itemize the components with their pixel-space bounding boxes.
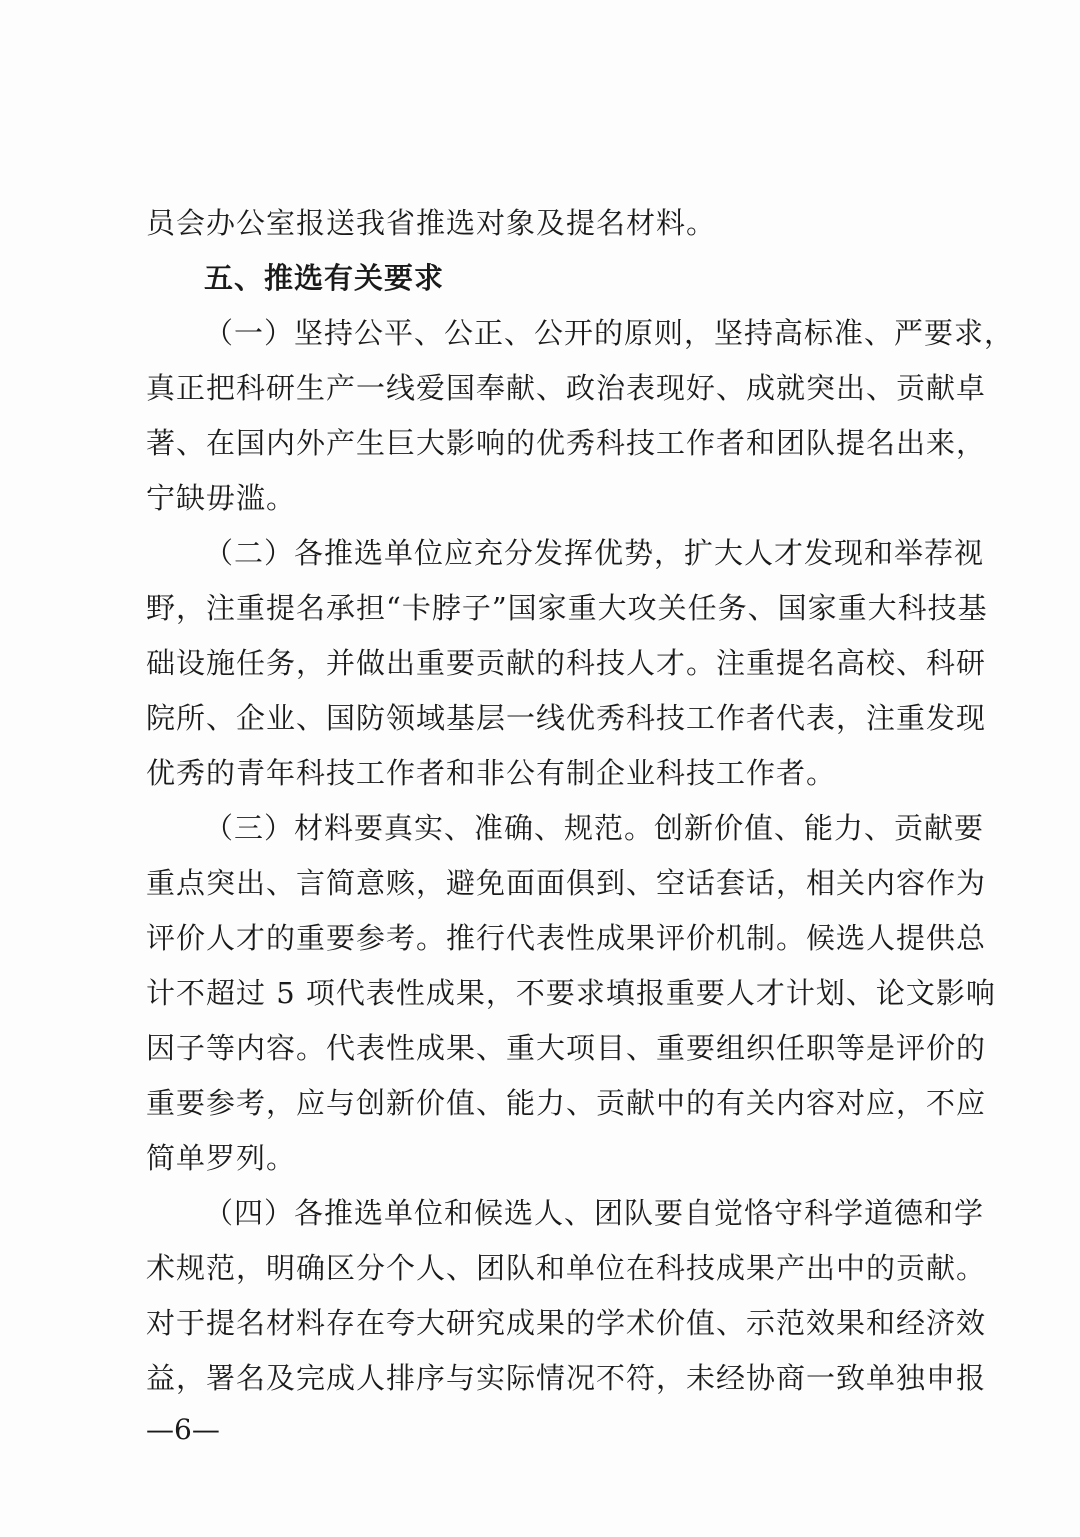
text-line: 宁缺毋滥。 xyxy=(146,481,297,515)
text-line: 简单罗列。 xyxy=(146,1141,297,1175)
text-line: 真正把科研生产一线爱国奉献、政治表现好、成就突出、贡献卓 xyxy=(146,371,987,405)
text-line: 因子等内容。代表性成果、重大项目、重要组织任职等是评价的 xyxy=(146,1031,987,1065)
section-heading: 五、推选有关要求 xyxy=(204,261,445,295)
text-line: （二）各推选单位应充分发挥优势，扩大人才发现和举荐视 xyxy=(204,536,985,570)
text-line: 著、在国内外产生巨大影响的优秀科技工作者和团队提名出来， xyxy=(146,426,987,460)
text-line: 础设施任务，并做出重要贡献的科技人才。注重提名高校、科研 xyxy=(146,646,987,680)
text-line: 重点突出、言简意赅，避免面面俱到、空话套话，相关内容作为 xyxy=(146,866,987,900)
text-line: 重要参考，应与创新价值、能力、贡献中的有关内容对应，不应 xyxy=(146,1086,987,1120)
text-line: 计不超过 5 项代表性成果，不要求填报重要人才计划、论文影响 xyxy=(146,976,996,1010)
page-number: —6— xyxy=(146,1413,220,1446)
text-line: （四）各推选单位和候选人、团队要自觉恪守科学道德和学 xyxy=(204,1196,985,1230)
text-line: 对于提名材料存在夸大研究成果的学术价值、示范效果和经济效 xyxy=(146,1306,987,1340)
text-line: 益，署名及完成人排序与实际情况不符，未经协商一致单独申报 xyxy=(146,1361,987,1395)
text-line: 野，注重提名承担“卡脖子”国家重大攻关任务、国家重大科技基 xyxy=(146,591,988,625)
document-body xyxy=(146,196,1015,1406)
text-line: 员会办公室报送我省推选对象及提名材料。 xyxy=(146,206,717,240)
text-line: （一）坚持公平、公正、公开的原则，坚持高标准、严要求， xyxy=(204,316,1015,350)
text-line: 评价人才的重要参考。推行代表性成果评价机制。候选人提供总 xyxy=(146,921,987,955)
text-line: 优秀的青年科技工作者和非公有制企业科技工作者。 xyxy=(146,756,837,790)
text-line: 院所、企业、国防领域基层一线优秀科技工作者代表，注重发现 xyxy=(146,701,987,735)
text-line: 术规范，明确区分个人、团队和单位在科技成果产出中的贡献。 xyxy=(146,1251,987,1285)
text-line: （三）材料要真实、准确、规范。创新价值、能力、贡献要 xyxy=(204,811,985,845)
